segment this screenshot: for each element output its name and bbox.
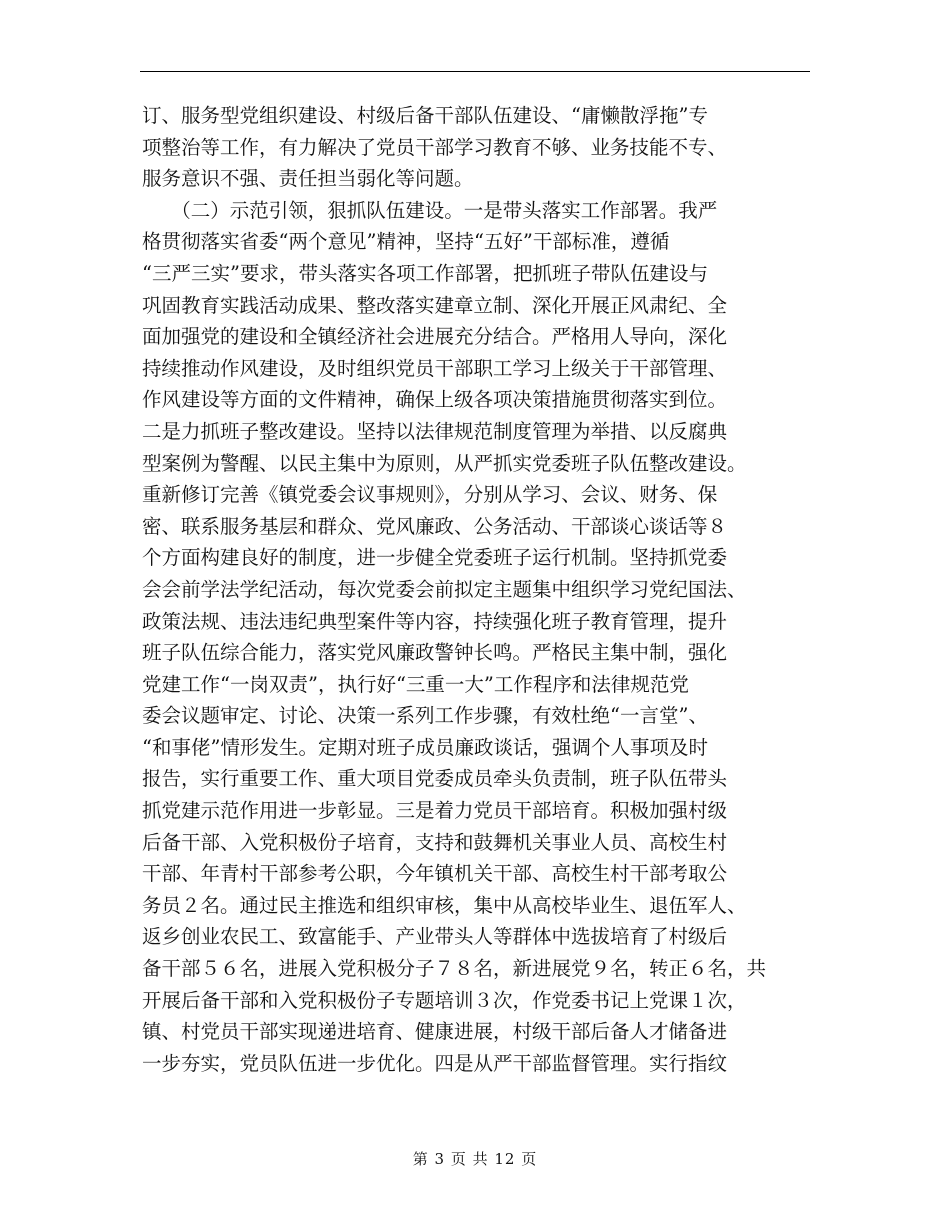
text-line: 镇、村党员干部实现递进培育、健康进展，村级干部后备人才储备进 bbox=[142, 1020, 728, 1044]
document-body bbox=[142, 100, 812, 1079]
text-line: 作风建设等方面的文件精神，确保上级各项决策措施贯彻落实到位。 bbox=[142, 388, 728, 412]
text-line: 巩固教育实践活动成果、整改落实建章立制、深化开展正风肃纪、全 bbox=[142, 293, 728, 317]
text-line: 政策法规、违法违纪典型案件等内容，持续强化班子教育管理，提升 bbox=[142, 609, 728, 633]
text-line: 报告，实行重要工作、重大项目党委成员牵头负责制，班子队伍带头 bbox=[142, 767, 728, 791]
text-line: 持续推动作风建设，及时组织党员干部职工学习上级关于干部管理、 bbox=[142, 356, 728, 380]
text-line: 服务意识不强、责任担当弱化等问题。 bbox=[142, 167, 474, 191]
text-line: 订、服务型党组织建设、村级后备干部队伍建设、“庸懒散浮拖”专 bbox=[142, 104, 708, 127]
text-line: 备干部５６名，进展入党积极分子７８名，新进展党９名，转正６名，共 bbox=[142, 957, 767, 981]
text-line: “三严三实”要求，带头落实各项工作部署，把抓班子带队伍建设与 bbox=[142, 261, 708, 285]
text-line: 重新修订完善《镇党委会议事规则》，分别从学习、会议、财务、保 bbox=[142, 483, 718, 507]
text-line: 后备干部、入党积极份子培育，支持和鼓舞机关事业人员、高校生村 bbox=[142, 830, 728, 854]
text-line: 委会议题审定、讨论、决策一系列工作步骤，有效杜绝“一言堂”、 bbox=[142, 704, 708, 728]
text-line: 返乡创业农民工、致富能手、产业带头人等群体中选拔培育了村级后 bbox=[142, 925, 728, 949]
text-line: “和事佬”情形发生。定期对班子成员廉政谈话，强调个人事项及时 bbox=[142, 735, 708, 759]
text-line: 班子队伍综合能力，落实党风廉政警钟长鸣。严格民主集中制，强化 bbox=[142, 641, 728, 665]
text-line: 抓党建示范作用进一步彰显。三是着力党员干部培育。积极加强村级 bbox=[142, 799, 728, 823]
text-line: 面加强党的建设和全镇经济社会进展充分结合。严格用人导向，深化 bbox=[142, 325, 728, 349]
paragraph-start-line: （二）示范引领，狠抓队伍建设。一是带头落实工作部署。我严 bbox=[142, 198, 718, 222]
text-line: 二是力抓班子整改建设。坚持以法律规范制度管理为举措、以反腐典 bbox=[142, 419, 728, 443]
text-line: 密、联系服务基层和群众、党风廉政、公务活动、干部谈心谈话等８ bbox=[142, 514, 728, 538]
text-line: 项整治等工作，有力解决了党员干部学习教育不够、业务技能不专、 bbox=[142, 135, 728, 159]
text-line: 会会前学法学纪活动，每次党委会前拟定主题集中组织学习党纪国法、 bbox=[142, 577, 747, 601]
text-line: 格贯彻落实省委“两个意见”精神，坚持“五好”干部标准，遵循 bbox=[142, 230, 670, 254]
text-line: 个方面构建良好的制度，进一步健全党委班子运行机制。坚持抓党委 bbox=[142, 546, 728, 570]
text-line: 型案例为警醒、以民主集中为原则，从严抓实党委班子队伍整改建设。 bbox=[142, 451, 747, 475]
text-line: 务员２名。通过民主推选和组织审核，集中从高校毕业生、退伍军人、 bbox=[142, 893, 747, 917]
text-line: 党建工作“一岗双责”，执行好“三重一大”工作程序和法律规范党 bbox=[142, 672, 689, 696]
header-divider bbox=[140, 71, 810, 72]
text-line: 开展后备干部和入党积极份子专题培训３次，作党委书记上党课１次， bbox=[142, 988, 747, 1012]
text-line: 干部、年青村干部参考公职，今年镇机关干部、高校生村干部考取公 bbox=[142, 862, 728, 886]
page-number-footer: 第 3 页 共 12 页 bbox=[412, 1150, 538, 1168]
text-line: 一步夯实，党员队伍进一步优化。四是从严干部监督管理。实行指纹 bbox=[142, 1051, 728, 1075]
